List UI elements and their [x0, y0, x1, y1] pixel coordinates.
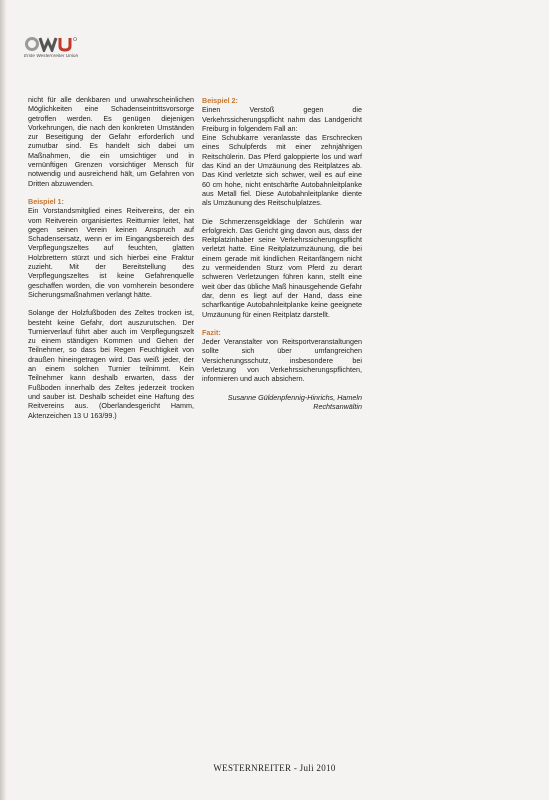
beispiel2-paragraph-2: Eine Schubkarre veranlasste das Erschrecken eines Schulpferds mit einer zehnjährigen Reitschülerin. Das Pferd galoppierte los und warf das Kind an der Umzäunung des Reitplatzes ab. Das Kind verletzte sich schwer, weil es auf eine 60 cm hohe, nicht entschärfte Autobahnleitplanke aus Metall fiel. Diese Autobahnleitplanke diente als Umzäunung des Reitschulplatzes. — [202, 133, 362, 208]
beispiel1-paragraph-1: Ein Vorstandsmitglied eines Reitvereins, der ein vom Reitverein organisiertes Reitturnier leitet, hat gegen seinen Verein keinen Anspruch auf Schadensersatz, wenn er im Eingangsbereich des Verpflegungszeltes auf feuchten, glatten Holzbrettern stürzt und sich hierbei eine Fraktur zuzieht. Mit der Bereitstellung des Verpflegungszeltes ist keine Gefahrenquelle geschaffen worden, die von vornherein besondere Sicherungsmaßnahmen verlangt hätte. — [28, 206, 194, 299]
beispiel2-paragraph-1: Einen Verstoß gegen die Verkehrssicherungspflicht nahm das Landgericht Freiburg in folgendem Fall an: — [202, 105, 362, 133]
beispiel2-heading: Beispiel 2: — [202, 96, 238, 105]
ewu-logo — [24, 36, 94, 68]
author-title: Rechtsanwältin — [313, 401, 362, 411]
fazit-heading: Fazit: — [202, 327, 221, 337]
page-footer: WESTERNREITER - Juli 2010 — [213, 763, 336, 773]
right-column — [202, 95, 362, 411]
beispiel1-heading: Beispiel 1: — [28, 196, 64, 206]
logo-caption: Erste Westernreiter Union — [24, 53, 79, 58]
beispiel2-paragraph-3: Die Schmerzensgeldklage der Schülerin war erfolgreich. Das Gericht ging davon aus, dass der Reitplatzinhaber seine Verkehrssicherungspflicht verletzt hatte. Eine Reitplatzumzäunung, die bei einem gerade mit kindlichen Reitanfängern nicht zu vermeidenden Sturz vom Pferd zu derart schweren Verletzungen führen kann, stellt eine weit über das übliche Maß hinausgehende Gefahr dar, denn es liegt auf der Hand, dass eine scharfkantige Autobahnleitplanke keine geeignete Umzäunung für einen Reitplatz darstellt. — [202, 216, 362, 319]
page-spine-shadow — [0, 0, 6, 800]
beispiel1-paragraph-2: Solange der Holzfußboden des Zeltes trocken ist, besteht keine Gefahr, dort auszurutschen. Der Turnierverlauf führt aber auch im Verpflegungszelt zu einem ständigen Kommen und Gehen der Teilnehmer, so dass bei Regen Feuchtigkeit von draußen hineingetragen wird. Das weiß jeder, der an einem solchen Turnier teilnimmt. Kein Teilnehmer kann deshalb erwarten, dass der Fußboden innerhalb des Zeltes jederzeit trocken und sauber ist. Deshalb scheidet eine Haftung des Reitvereins aus. (Oberlandesgericht Hamm, Aktenzeichen 13 U 163/99.) — [28, 308, 194, 420]
left-column — [28, 95, 194, 429]
intro-paragraph: nicht für alle denkbaren und unwahrscheinlichen Möglichkeiten eine Schadenseintrittsvorsorge getroffen werden. Es genügen diejenigen Vorkehrungen, die nach den konkreten Umständen zur Beseitigung der Gefahr erforderlich und zumutbar sind. Es handelt sich dabei um Maßnahmen, die ein umsichtiger und in vernünftigen Grenzen vorsichtiger Mensch für notwendig und ausreichend hält, um Gefahren von Dritten abzuwenden. — [28, 95, 194, 188]
author-name: Susanne Güldenpfennig-Hinrichs, Hameln — [227, 392, 362, 402]
fazit-paragraph: Jeder Veranstalter von Reitsportveranstaltungen sollte sich über umfangreichen Versicherungsschutz, insbesondere bei Verletzung von Verkehrssicherungspflichten, informieren und auch absichern. — [202, 337, 362, 384]
